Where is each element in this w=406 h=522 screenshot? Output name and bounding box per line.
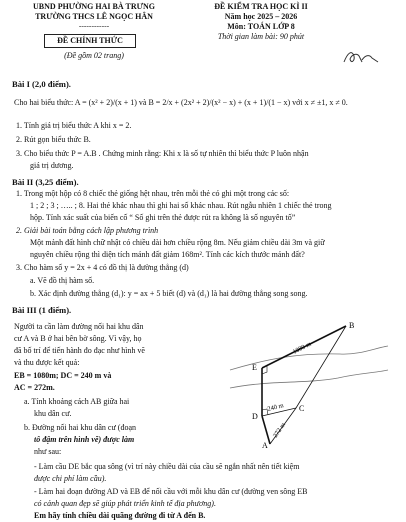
exam-title: ĐỀ KIỂM TRA HỌC KÌ II — [214, 2, 308, 11]
section-3-data1: EB = 1080m; DC = 240 m và — [14, 371, 112, 380]
school-district: UBND PHƯỜNG HAI BÀ TRƯNG — [33, 2, 155, 11]
river-bank-bottom — [230, 370, 388, 388]
section-3-data2: AC = 272m. — [14, 383, 55, 392]
section-2-title: Bài II (3,25 điểm). — [12, 177, 79, 187]
section-2-p3b: b. Xác định đường thẳng (d₁): y = ax + 5 biết (d) và (d₁) là hai đường thẳng song song. — [30, 289, 308, 298]
official-exam-box — [44, 34, 136, 48]
label-A: A — [262, 441, 268, 448]
section-2-p2-line1: Một mảnh đất hình chữ nhật có chiều dài hơn chiều rộng 8m. Nếu giảm chiều dài 3m và giữ — [30, 238, 325, 247]
official-exam-label: ĐỀ CHÍNH THỨC — [57, 36, 123, 45]
subject: Môn: TOÁN LỚP 8 — [227, 22, 295, 31]
section-2-p1-line3: hộp. Tính xác suất của biến cố “ Số ghi trên thẻ được rút ra không là số nguyên tố” — [30, 213, 296, 222]
section-3-line4: và thu được kết quả: — [14, 358, 80, 367]
section-2-p2-title: 2. Giải bài toán bằng cách lập phương trình — [16, 226, 159, 235]
section-1-q1: 1. Tính giá trị biểu thức A khi x = 2. — [16, 121, 132, 130]
section-3-note2-cont: có cảnh quan đẹp sẽ giúp phát triển kinh tế địa phương). — [34, 499, 216, 508]
length-AC: 272 m — [271, 421, 288, 440]
length-DC: 240 m — [266, 402, 285, 413]
pages-note: (Đề gồm 02 trang) — [64, 51, 124, 60]
section-1-q3-cont: giá trị dương. — [30, 161, 74, 170]
section-3-line1: Người ta cần làm đường nối hai khu dân — [14, 322, 144, 331]
length-EB: 1080 m — [291, 340, 313, 356]
section-1-q2: 2. Rút gọn biểu thức B. — [16, 135, 91, 144]
section-3-qa-line2: khu dân cư. — [34, 409, 72, 418]
section-3-qa-line1: a. Tính khoảng cách AB giữa hai — [24, 397, 130, 406]
label-C: C — [299, 404, 305, 413]
river-figure — [210, 318, 390, 448]
section-3-qb-line2: tô đậm trên hình vẽ) được làm — [34, 435, 135, 444]
section-3-qb-line3: như sau: — [34, 447, 62, 456]
section-3-note2: - Làm hai đoạn đường AD và EB để nối cầu với mỗi khu dân cư (đường ven sông EB — [34, 487, 308, 496]
section-2-p3: 3. Cho hàm số y = 2x + 4 có đồ thị là đường thẳng (d) — [16, 263, 189, 272]
section-2-p1-line1: 1. Trong một hộp có 8 chiếc thẻ giống hệt nhau, trên mỗi thẻ có ghi một trong các số: — [16, 189, 290, 198]
section-1-q3: 3. Cho biểu thức P = A.B . Chứng minh rằng: Khi x là số tự nhiên thì biểu thức P luôn nhận — [16, 149, 309, 158]
section-1-title: Bài I (2,0 điểm). — [12, 79, 71, 89]
section-2-p1-line2: 1 ; 2 ; 3 ; ….. ; 8. Hai thẻ khác nhau thì ghi hai số khác nhau. Rút ngẫu nhiên 1 chiếc thẻ trong — [30, 201, 332, 210]
section-3-line2: cư A và B ở hai bên bờ sông. Vì vậy, họ — [14, 334, 142, 343]
section-3-note1: - Làm cầu DE bắc qua sông (vì trí này chiều dài của cầu sẽ ngắn nhất nên tiết kiệm — [34, 462, 300, 471]
label-B: B — [349, 321, 355, 330]
label-D: D — [252, 412, 258, 421]
header-divider: ------------ — [78, 21, 110, 30]
signature-mark — [342, 46, 382, 68]
section-3-note1-cont: được chi phí làm cầu). — [34, 474, 107, 483]
section-1-intro: Cho hai biểu thức: A = (x² + 2)/(x + 1) và B = 2/x + (2x² + 2)/(x² − x) + (x + 1)/(1 − x) với x ≠ ±1, x ≠ 0. — [14, 98, 348, 107]
school-year: Năm học 2025 – 2026 — [224, 12, 298, 21]
section-2-p3a: a. Vẽ đồ thị hàm số. — [30, 276, 95, 285]
section-2-p2-line2: nguyên chiều rộng thì diện tích mảnh đất giảm 168m². Tính các kích thước mảnh đất? — [30, 250, 305, 259]
label-E: E — [252, 363, 257, 372]
section-3-final: Em hãy tính chiều dài quãng đường đi từ A đến B. — [34, 511, 206, 520]
section-3-line3: đã bố trí để tiến hành đo đạc như hình vẽ — [14, 346, 145, 355]
section-3-title: Bài III (1 điểm). — [12, 305, 72, 315]
segment-DA — [262, 416, 270, 444]
section-3-qb-line1: b. Đường nối hai khu dân cư (đoạn — [24, 423, 136, 432]
duration: Thời gian làm bài: 90 phút — [217, 32, 305, 41]
school-name: TRƯỜNG THCS LÊ NGỌC HÂN — [35, 12, 153, 21]
